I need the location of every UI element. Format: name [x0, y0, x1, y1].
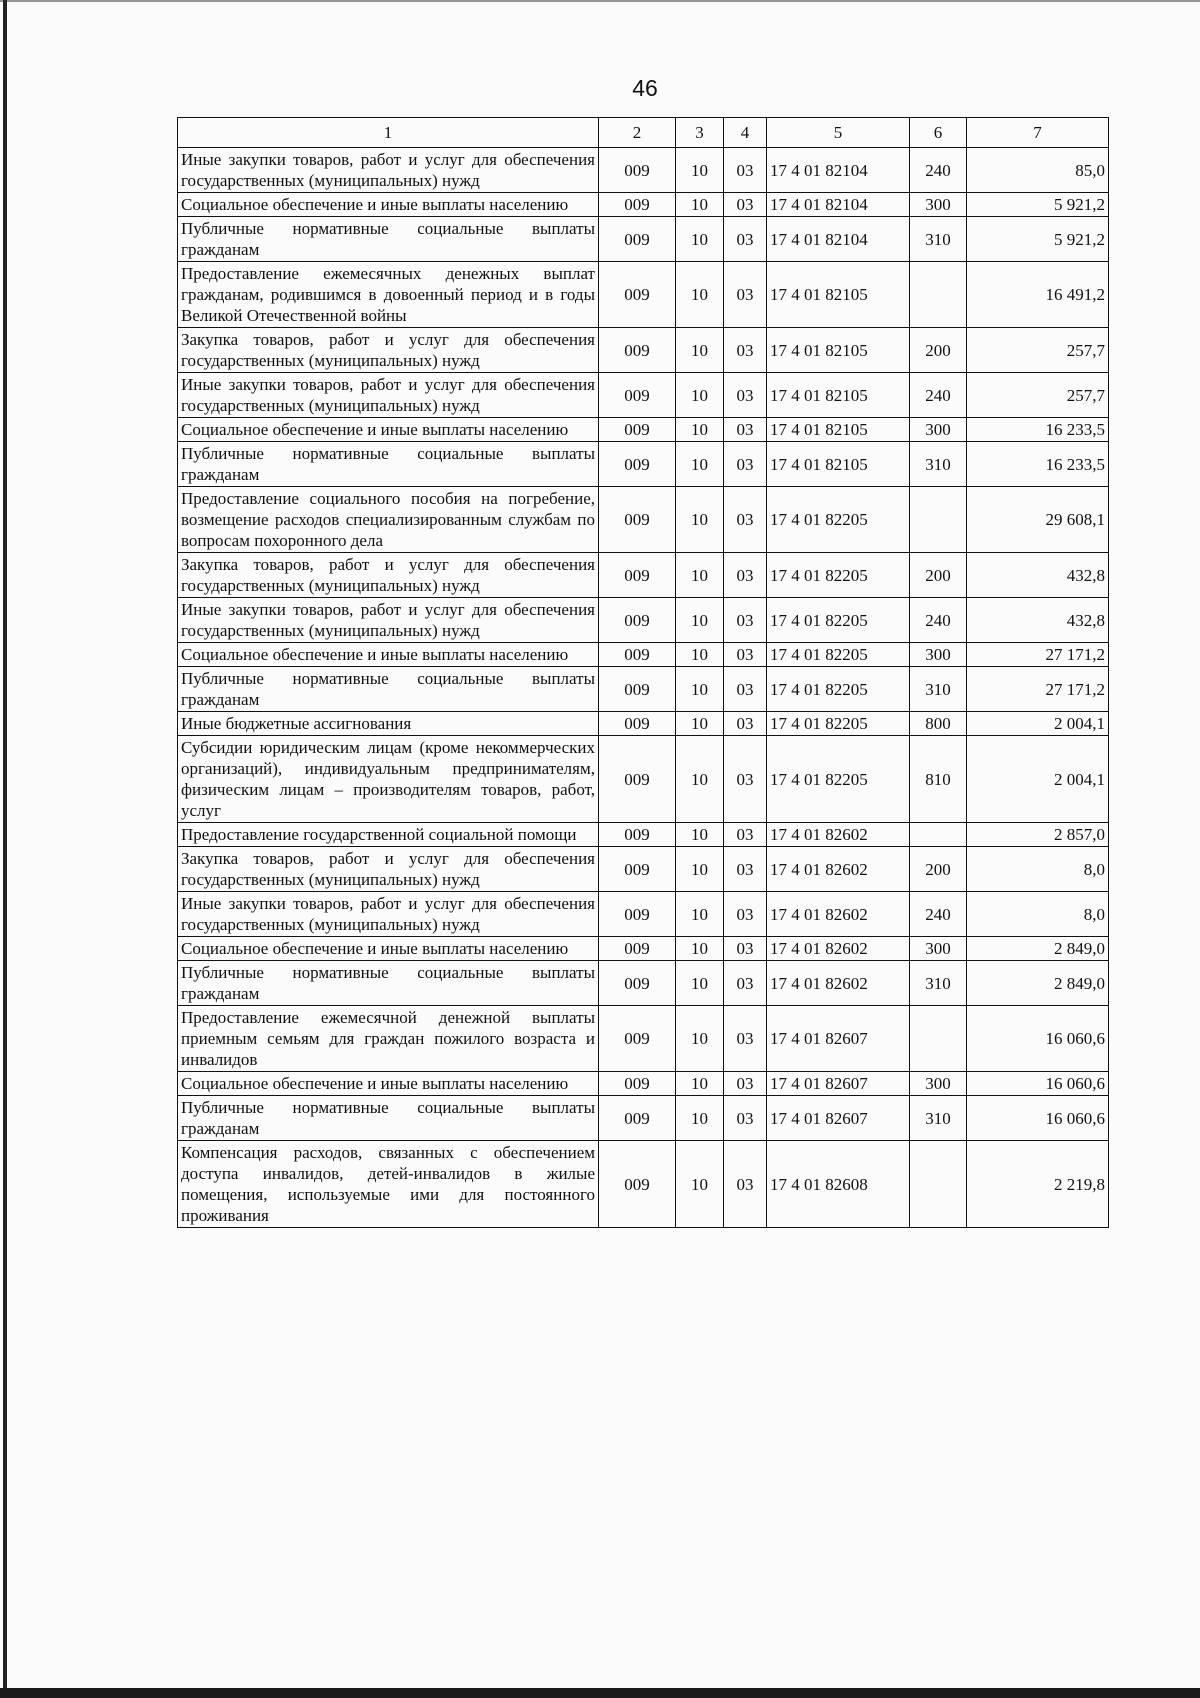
row-subsection: 03 — [724, 892, 767, 937]
row-admin-code: 009 — [599, 1141, 676, 1228]
row-admin-code: 009 — [599, 598, 676, 643]
row-section: 10 — [676, 217, 724, 262]
table-row — [178, 1141, 1109, 1228]
table-row — [178, 667, 1109, 712]
row-amount: 85,0 — [967, 148, 1109, 193]
row-expense-type — [910, 487, 967, 553]
row-section: 10 — [676, 487, 724, 553]
row-admin-code: 009 — [599, 328, 676, 373]
row-target-article: 17 4 01 82602 — [767, 847, 910, 892]
header-row — [178, 118, 1109, 148]
page-number: 46 — [632, 75, 658, 101]
table-row — [178, 892, 1109, 937]
row-amount: 257,7 — [967, 328, 1109, 373]
row-target-article: 17 4 01 82105 — [767, 418, 910, 442]
row-amount: 8,0 — [967, 892, 1109, 937]
row-expense-type: 310 — [910, 442, 967, 487]
row-admin-code: 009 — [599, 1096, 676, 1141]
row-expense-type: 240 — [910, 373, 967, 418]
table-row — [178, 961, 1109, 1006]
row-section: 10 — [676, 553, 724, 598]
row-name: Социальное обеспечение и иные выплаты населению — [178, 418, 599, 442]
row-section: 10 — [676, 1096, 724, 1141]
row-amount: 16 060,6 — [967, 1096, 1109, 1141]
row-expense-type: 200 — [910, 847, 967, 892]
row-target-article: 17 4 01 82105 — [767, 442, 910, 487]
row-name: Закупка товаров, работ и услуг для обеспечения государственных (муниципальных) нужд — [178, 847, 599, 892]
table-row — [178, 487, 1109, 553]
row-target-article: 17 4 01 82205 — [767, 487, 910, 553]
row-expense-type: 310 — [910, 667, 967, 712]
row-expense-type — [910, 262, 967, 328]
row-admin-code: 009 — [599, 217, 676, 262]
header-col-1: 1 — [178, 118, 599, 148]
row-subsection: 03 — [724, 328, 767, 373]
row-name: Иные закупки товаров, работ и услуг для обеспечения государственных (муниципальных) нужд — [178, 598, 599, 643]
row-name: Иные закупки товаров, работ и услуг для обеспечения государственных (муниципальных) нужд — [178, 373, 599, 418]
row-name: Социальное обеспечение и иные выплаты населению — [178, 1072, 599, 1096]
row-name: Субсидии юридическим лицам (кроме некоммерческих организаций), индивидуальным предпринимателям, физическим лицам – производителям товаров, работ, услуг — [178, 736, 599, 823]
table-row — [178, 328, 1109, 373]
table-row — [178, 418, 1109, 442]
row-expense-type: 300 — [910, 643, 967, 667]
row-admin-code: 009 — [599, 148, 676, 193]
row-amount: 432,8 — [967, 598, 1109, 643]
table-row — [178, 598, 1109, 643]
row-section: 10 — [676, 961, 724, 1006]
row-name: Иные закупки товаров, работ и услуг для обеспечения государственных (муниципальных) нужд — [178, 892, 599, 937]
row-name: Публичные нормативные социальные выплаты гражданам — [178, 1096, 599, 1141]
row-admin-code: 009 — [599, 193, 676, 217]
row-subsection: 03 — [724, 1006, 767, 1072]
header-col-6: 6 — [910, 118, 967, 148]
row-target-article: 17 4 01 82105 — [767, 373, 910, 418]
row-name: Предоставление ежемесячных денежных выплат гражданам, родившимся в довоенный период и в годы Великой Отечественной войны — [178, 262, 599, 328]
row-name: Социальное обеспечение и иные выплаты населению — [178, 193, 599, 217]
row-expense-type: 300 — [910, 418, 967, 442]
row-name: Закупка товаров, работ и услуг для обеспечения государственных (муниципальных) нужд — [178, 553, 599, 598]
row-amount: 16 233,5 — [967, 418, 1109, 442]
row-target-article: 17 4 01 82205 — [767, 598, 910, 643]
row-admin-code: 009 — [599, 937, 676, 961]
row-name: Иные закупки товаров, работ и услуг для обеспечения государственных (муниципальных) нужд — [178, 148, 599, 193]
row-amount: 2 849,0 — [967, 961, 1109, 1006]
row-amount: 29 608,1 — [967, 487, 1109, 553]
row-section: 10 — [676, 148, 724, 193]
row-expense-type — [910, 823, 967, 847]
row-amount: 257,7 — [967, 373, 1109, 418]
row-expense-type: 300 — [910, 937, 967, 961]
table-row — [178, 712, 1109, 736]
row-admin-code: 009 — [599, 823, 676, 847]
row-amount: 432,8 — [967, 553, 1109, 598]
row-amount: 5 921,2 — [967, 193, 1109, 217]
row-subsection: 03 — [724, 418, 767, 442]
row-section: 10 — [676, 418, 724, 442]
row-target-article: 17 4 01 82608 — [767, 1141, 910, 1228]
row-admin-code: 009 — [599, 961, 676, 1006]
row-target-article: 17 4 01 82205 — [767, 553, 910, 598]
row-amount: 2 004,1 — [967, 736, 1109, 823]
row-target-article: 17 4 01 82607 — [767, 1006, 910, 1072]
row-amount: 27 171,2 — [967, 643, 1109, 667]
table-row — [178, 373, 1109, 418]
row-target-article: 17 4 01 82104 — [767, 148, 910, 193]
row-subsection: 03 — [724, 262, 767, 328]
row-name: Публичные нормативные социальные выплаты гражданам — [178, 217, 599, 262]
row-expense-type: 310 — [910, 1096, 967, 1141]
row-target-article: 17 4 01 82205 — [767, 712, 910, 736]
row-admin-code: 009 — [599, 643, 676, 667]
row-amount: 16 060,6 — [967, 1006, 1109, 1072]
header-col-2: 2 — [599, 118, 676, 148]
row-section: 10 — [676, 442, 724, 487]
row-admin-code: 009 — [599, 418, 676, 442]
row-expense-type — [910, 1141, 967, 1228]
row-name: Предоставление государственной социальной помощи — [178, 823, 599, 847]
row-name: Компенсация расходов, связанных с обеспечением доступа инвалидов, детей-инвалидов в жилые помещения, используемые ими для постоянного проживания — [178, 1141, 599, 1228]
row-amount: 27 171,2 — [967, 667, 1109, 712]
row-subsection: 03 — [724, 598, 767, 643]
row-expense-type: 200 — [910, 553, 967, 598]
row-expense-type: 800 — [910, 712, 967, 736]
row-target-article: 17 4 01 82205 — [767, 643, 910, 667]
row-amount: 5 921,2 — [967, 217, 1109, 262]
row-subsection: 03 — [724, 667, 767, 712]
table-row — [178, 217, 1109, 262]
row-amount: 16 233,5 — [967, 442, 1109, 487]
row-section: 10 — [676, 1006, 724, 1072]
row-expense-type: 240 — [910, 148, 967, 193]
row-expense-type: 300 — [910, 193, 967, 217]
row-target-article: 17 4 01 82105 — [767, 328, 910, 373]
row-subsection: 03 — [724, 961, 767, 1006]
row-subsection: 03 — [724, 148, 767, 193]
table-row — [178, 193, 1109, 217]
row-name: Предоставление социального пособия на погребение, возмещение расходов специализированным службам по вопросам похоронного дела — [178, 487, 599, 553]
row-subsection: 03 — [724, 736, 767, 823]
row-name: Публичные нормативные социальные выплаты гражданам — [178, 442, 599, 487]
scan-edge-bottom — [0, 1688, 1200, 1698]
header-col-5: 5 — [767, 118, 910, 148]
row-section: 10 — [676, 598, 724, 643]
row-section: 10 — [676, 712, 724, 736]
table-row — [178, 643, 1109, 667]
row-section: 10 — [676, 373, 724, 418]
row-amount: 16 491,2 — [967, 262, 1109, 328]
row-subsection: 03 — [724, 1141, 767, 1228]
row-subsection: 03 — [724, 823, 767, 847]
table-row — [178, 1006, 1109, 1072]
row-subsection: 03 — [724, 712, 767, 736]
row-admin-code: 009 — [599, 892, 676, 937]
row-target-article: 17 4 01 82205 — [767, 736, 910, 823]
row-name: Закупка товаров, работ и услуг для обеспечения государственных (муниципальных) нужд — [178, 328, 599, 373]
row-subsection: 03 — [724, 442, 767, 487]
row-name: Публичные нормативные социальные выплаты гражданам — [178, 961, 599, 1006]
row-subsection: 03 — [724, 487, 767, 553]
row-amount: 16 060,6 — [967, 1072, 1109, 1096]
row-subsection: 03 — [724, 1072, 767, 1096]
row-admin-code: 009 — [599, 736, 676, 823]
row-expense-type: 240 — [910, 598, 967, 643]
row-admin-code: 009 — [599, 667, 676, 712]
row-section: 10 — [676, 262, 724, 328]
row-section: 10 — [676, 328, 724, 373]
row-expense-type: 240 — [910, 892, 967, 937]
row-target-article: 17 4 01 82602 — [767, 823, 910, 847]
header-col-4: 4 — [724, 118, 767, 148]
row-expense-type: 810 — [910, 736, 967, 823]
row-section: 10 — [676, 937, 724, 961]
row-section: 10 — [676, 1141, 724, 1228]
row-admin-code: 009 — [599, 442, 676, 487]
row-amount: 2 849,0 — [967, 937, 1109, 961]
row-expense-type — [910, 1006, 967, 1072]
row-name: Публичные нормативные социальные выплаты гражданам — [178, 667, 599, 712]
row-admin-code: 009 — [599, 847, 676, 892]
row-section: 10 — [676, 1072, 724, 1096]
row-admin-code: 009 — [599, 487, 676, 553]
row-admin-code: 009 — [599, 712, 676, 736]
table-row — [178, 262, 1109, 328]
row-section: 10 — [676, 823, 724, 847]
row-target-article: 17 4 01 82205 — [767, 667, 910, 712]
row-subsection: 03 — [724, 193, 767, 217]
row-subsection: 03 — [724, 847, 767, 892]
row-expense-type: 310 — [910, 961, 967, 1006]
row-section: 10 — [676, 892, 724, 937]
table-row — [178, 847, 1109, 892]
table-row — [178, 1096, 1109, 1141]
row-amount: 2 004,1 — [967, 712, 1109, 736]
scan-edge-left — [3, 0, 7, 1690]
header-col-7: 7 — [967, 118, 1109, 148]
row-amount: 2 857,0 — [967, 823, 1109, 847]
row-subsection: 03 — [724, 373, 767, 418]
row-name: Предоставление ежемесячной денежной выплаты приемным семьям для граждан пожилого возраста и инвалидов — [178, 1006, 599, 1072]
row-target-article: 17 4 01 82607 — [767, 1072, 910, 1096]
table-row — [178, 148, 1109, 193]
table-row — [178, 937, 1109, 961]
row-name: Иные бюджетные ассигнования — [178, 712, 599, 736]
row-section: 10 — [676, 643, 724, 667]
row-section: 10 — [676, 667, 724, 712]
budget-table — [177, 117, 1109, 1228]
row-admin-code: 009 — [599, 553, 676, 598]
table-row — [178, 1072, 1109, 1096]
row-target-article: 17 4 01 82105 — [767, 262, 910, 328]
row-target-article: 17 4 01 82602 — [767, 961, 910, 1006]
table-row — [178, 442, 1109, 487]
row-expense-type: 200 — [910, 328, 967, 373]
row-target-article: 17 4 01 82104 — [767, 193, 910, 217]
row-subsection: 03 — [724, 1096, 767, 1141]
row-amount: 8,0 — [967, 847, 1109, 892]
row-amount: 2 219,8 — [967, 1141, 1109, 1228]
row-section: 10 — [676, 736, 724, 823]
row-admin-code: 009 — [599, 1072, 676, 1096]
row-section: 10 — [676, 193, 724, 217]
table-body — [178, 148, 1109, 1228]
row-target-article: 17 4 01 82104 — [767, 217, 910, 262]
row-target-article: 17 4 01 82607 — [767, 1096, 910, 1141]
row-expense-type: 300 — [910, 1072, 967, 1096]
row-subsection: 03 — [724, 217, 767, 262]
row-subsection: 03 — [724, 643, 767, 667]
header-col-3: 3 — [676, 118, 724, 148]
table-row — [178, 736, 1109, 823]
row-target-article: 17 4 01 82602 — [767, 937, 910, 961]
row-name: Социальное обеспечение и иные выплаты населению — [178, 937, 599, 961]
row-admin-code: 009 — [599, 373, 676, 418]
row-name: Социальное обеспечение и иные выплаты населению — [178, 643, 599, 667]
table-row — [178, 553, 1109, 598]
row-admin-code: 009 — [599, 262, 676, 328]
row-subsection: 03 — [724, 553, 767, 598]
row-expense-type: 310 — [910, 217, 967, 262]
scan-edge-top — [0, 0, 1200, 2]
row-admin-code: 009 — [599, 1006, 676, 1072]
row-target-article: 17 4 01 82602 — [767, 892, 910, 937]
row-section: 10 — [676, 847, 724, 892]
table-row — [178, 823, 1109, 847]
row-subsection: 03 — [724, 937, 767, 961]
